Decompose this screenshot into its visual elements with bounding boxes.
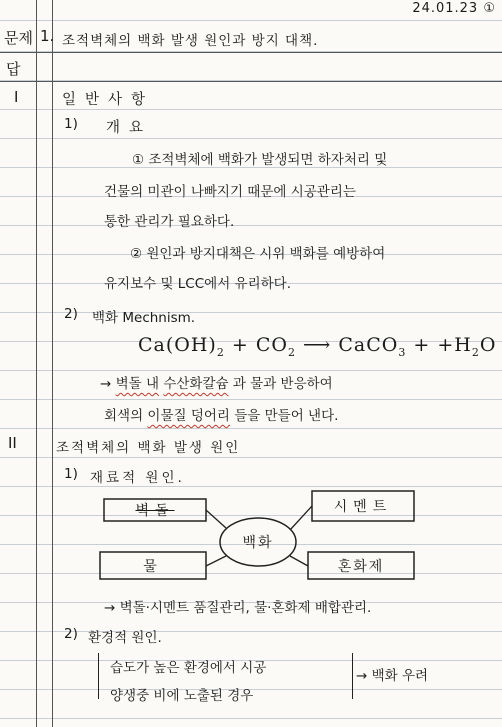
item-3-title: 재료적 원인. — [90, 470, 185, 486]
overview-line-2: 건물의 미관이 나빠지기 때문에 시공관리는 — [104, 184, 356, 200]
problem-number: 1. — [40, 27, 55, 45]
connector-2 — [290, 506, 312, 530]
arrow-marker: → — [100, 376, 112, 392]
section-1-title: 일반사항 — [62, 92, 155, 108]
divider-answer — [0, 81, 502, 82]
connector-3 — [206, 556, 226, 566]
overview-line-3: 통한 관리가 필요하다. — [104, 214, 235, 230]
formula-product-2-o: O — [479, 334, 497, 356]
overview-line-4: ② 원인과 방지대책은 시위 백화를 예방하여 — [130, 246, 386, 262]
section-1-numeral: I — [14, 88, 19, 106]
item-3-number: 1) — [64, 466, 78, 482]
formula-reactant-1: Ca(OH) — [138, 334, 217, 356]
bracket-left — [98, 653, 105, 699]
mechanism-line-2-a: 회색의 — [104, 408, 144, 424]
overview-line-1: ① 조적벽체에 백화가 발생되면 하자처리 및 — [132, 152, 388, 168]
margin-line-right — [52, 0, 53, 727]
box-water-label: 물 — [143, 558, 163, 575]
mechanism-line-2 — [104, 404, 338, 424]
connector-4 — [290, 556, 308, 566]
box-aggregate-label: 벽돌 — [135, 503, 175, 519]
mechanism-line-1 — [100, 372, 333, 392]
formula-plus-2: + — [413, 334, 431, 356]
material-summary: → 벽돌·시멘트 품질관리, 물·혼화제 배합관리. — [104, 600, 372, 616]
mechanism-line-2-c: 들을 만들어 낸다. — [234, 408, 339, 424]
formula-plus: + — [231, 334, 249, 356]
formula-product-1: CaCO — [338, 334, 399, 356]
mechanism-line-1-a: 벽돌 내 — [115, 376, 160, 392]
overview-line-5: 유지보수 및 LCC에서 유리하다. — [104, 276, 291, 292]
formula-product-2: +H — [437, 334, 472, 356]
formula-product-2-sub: 2 — [471, 345, 480, 359]
formula-reactant-2-sub: 2 — [287, 345, 296, 359]
formula-product-1-sub: 3 — [398, 345, 407, 359]
mechanism-line-1-b: 수산화칼슘 — [163, 376, 229, 392]
formula-reactant-2: CO — [255, 334, 288, 356]
mechanism-line-1-c: 과 물과 반응하여 — [232, 376, 333, 392]
bracket-right — [346, 653, 353, 699]
item-4-title: 환경적 원인. — [88, 630, 162, 646]
section-2-numeral: II — [8, 434, 17, 452]
item-4-number: 2) — [64, 626, 78, 642]
label-problem: 문제 — [4, 29, 33, 47]
item-2-title: 백화 Mechnism. — [92, 310, 196, 326]
item-1-number: 1) — [64, 116, 78, 132]
date: 24.01.23 ① — [412, 1, 496, 16]
problem-title: 조적벽체의 백화 발생 원인과 방지 대책. — [62, 33, 319, 49]
reaction-formula — [138, 334, 496, 359]
section-2-title: 조적벽체의 백화 발생 원인 — [56, 440, 241, 456]
label-answer: 답 — [6, 60, 21, 78]
env-line-2: 양생중 비에 노출된 경우 — [110, 688, 254, 704]
mechanism-line-2-b: 이물질 덩어리 — [147, 408, 230, 424]
formula-reactant-1-sub: 2 — [216, 345, 225, 359]
env-result: → 백화 우려 — [356, 668, 429, 684]
connector-1 — [206, 510, 226, 528]
box-cement-label: 시멘트 — [333, 499, 393, 515]
box-admixture-label: 혼화제 — [337, 558, 385, 575]
item-1-title: 개요 — [106, 120, 153, 136]
margin-line-left — [36, 0, 37, 727]
formula-arrow: ⟶ — [303, 334, 332, 356]
center-label: 백화 — [242, 535, 274, 551]
env-line-1: 습도가 높은 환경에서 시공 — [110, 660, 267, 676]
divider-problem — [0, 52, 502, 53]
item-2-number: 2) — [64, 306, 78, 322]
